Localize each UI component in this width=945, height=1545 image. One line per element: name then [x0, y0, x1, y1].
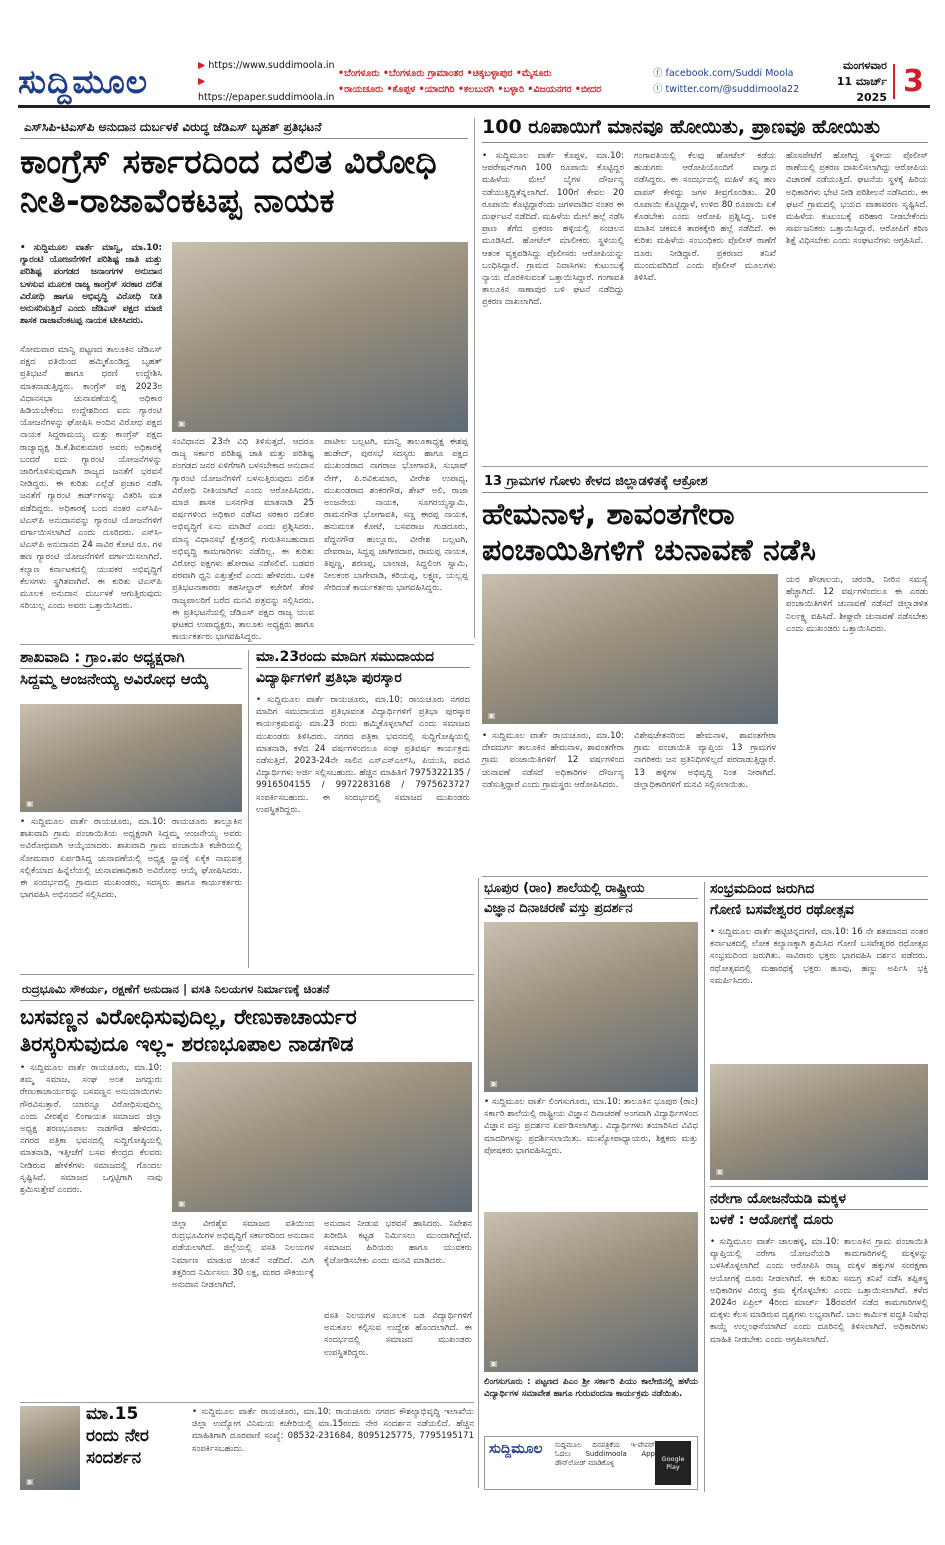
story-headline-line-2: ತಿರಸ್ಕರಿಸುವುದೂ ಇಲ್ಲ- ಶರಣಭೂಪಾಲ ನಾಡಗೌಡ	[20, 1032, 354, 1057]
story-panchayat-election	[482, 472, 928, 872]
story-100-rupees	[482, 118, 928, 463]
issue-day: ಮಂಗಳವಾರ	[842, 58, 887, 72]
column-divider	[248, 650, 249, 968]
section-divider	[482, 466, 928, 467]
photo-placeholder-icon: ▣	[716, 1167, 724, 1176]
story-body: • ಸುದ್ದಿಮೂಲ ವಾರ್ತೆ ಜಾಲಹಳ್ಳಿ, ಮಾ.10: ತಾಲೂಕಿನ ಗ್ರಾಮ ಪಂಚಾಯಿತಿ ವ್ಯಾಪ್ತಿಯಲ್ಲಿ ನರೇಗಾ ಯೋಜನೆಯಡಿ ಕಾಮಗಾರಿಗಳಲ್ಲಿ ಮಕ್ಕಳನ್ನು ಬಳಸಿಕೊಳ್ಳಲಾಗಿದೆ ಎಂದು ಆರೋಪಿಸಿ ರಾಜ್ಯ ಮಕ್ಕಳ ಹಕ್ಕುಗಳ ಸಂರಕ್ಷಣಾ ಆಯೋಗಕ್ಕೆ ದೂರು ನೀಡಲಾಗಿದೆ. ಈ ಕುರಿತು ಸಮಗ್ರ ತನಿಖೆ ನಡೆಸಿ ತಪ್ಪಿತಸ್ಥ ಅಧಿಕಾರಿಗಳ ವಿರುದ್ಧ ಕ್ರಮ ಕೈಗೊಳ್ಳಬೇಕು ಎಂದು ಒತ್ತಾಯಿಸಲಾಗಿದೆ. ಕಳೆದ 2024ರ ಏಪ್ರಿಲ್ 4ರಿಂದ ಮಾರ್ಚ್ 18ರವರೆಗೆ ನಡೆದ ಕಾಮಗಾರಿಗಳಲ್ಲಿ ಮಕ್ಕಳು ಕೆಲಸ ಮಾಡಿರುವ ದೃಶ್ಯಗಳು ಲಭ್ಯವಾಗಿವೆ. ಬಾಲ ಕಾರ್ಮಿಕ ಪದ್ಧತಿ ನಿಷೇಧ ಕಾಯ್ದೆ ಉಲ್ಲಂಘನೆಯಾಗಿದೆ ಎಂದು ದೂರಿನಲ್ಲಿ ತಿಳಿಸಲಾಗಿದೆ. ಅಧಿಕಾರಿಗಳು ಮಾಹಿತಿ ನೀಡಬೇಕು ಎಂದು ಆಗ್ರಹಿಸಲಾಗಿದೆ.	[710, 1237, 928, 1345]
story-body: • ಸುದ್ದಿಮೂಲ ವಾರ್ತೆ ರಾಯಚೂರು, ಮಾ.10: ರಾಯಚೂರು ನಗರದ ಮಾದಿಗ ಸಮುದಾಯದ ಪ್ರತಿಭಾವಂತ ವಿದ್ಯಾರ್ಥಿಗಳಿಗೆ ಪ್ರತಿಭಾ ಪುರಸ್ಕಾರ ಕಾರ್ಯಕ್ರಮವನ್ನು ಮಾ.23 ರಂದು ಹಮ್ಮಿಕೊಳ್ಳಲಾಗಿದೆ ಎಂದು ಸಮಾಜದ ಮುಖಂಡರು ತಿಳಿಸಿದರು. ನಗರದ ಪತ್ರಿಕಾ ಭವನದಲ್ಲಿ ಸುದ್ದಿಗೋಷ್ಠಿಯಲ್ಲಿ ಮಾತನಾಡಿ, ಕಳೆದ 24 ವರ್ಷಗಳಿಂದಲೂ ಸಂಘ ಪ್ರತಿವರ್ಷ ಕಾರ್ಯಕ್ರಮ ನಡೆಸುತ್ತಿದೆ. 2023-24ನೇ ಸಾಲಿನ ಎಸ್‌ಎಸ್‌ಎಲ್‌ಸಿ, ಪಿಯುಸಿ, ಪದವಿ ವಿದ್ಯಾರ್ಥಿಗಳು ಅರ್ಜಿ ಸಲ್ಲಿಸಬಹುದು. ಹೆಚ್ಚಿನ ಮಾಹಿತಿಗೆ 7975322135 / 9916504155 / 9972283168 / 7975623727 ಸಂಪರ್ಕಿಸಬಹುದು. ಈ ಸಂದರ್ಭದಲ್ಲಿ ಸಮಾಜದ ಮುಖಂಡರು ಉಪಸ್ಥಿತರಿದ್ದರು.	[256, 695, 470, 815]
press-meet-photo	[172, 1062, 472, 1212]
story-headline-line-1: ಭೂಪುರ (ರಾಂ) ಶಾಲೆಯಲ್ಲಿ ರಾಷ್ಟ್ರೀಯ	[484, 882, 698, 899]
column-divider	[704, 882, 705, 1492]
issue-date-text: 11 ಮಾರ್ಚ್ 2025	[836, 74, 887, 104]
story-kicker: ಎಸ್‌ಸಿಪಿ-ಟಿಎಸ್‌ಪಿ ಅನುದಾನ ದುರ್ಬಳಕೆ ವಿರುದ್ಧ ಜೆಡಿಎಸ್ ಬೃಹತ್ ಪ್ರತಿಭಟನೆ	[20, 118, 468, 139]
story-rathotsava	[710, 882, 928, 1182]
website-link[interactable]: https://www.suddimoola.in	[208, 59, 335, 71]
story-body: • ಸುದ್ದಿಮೂಲ ವಾರ್ತೆ ರಾಯಚೂರು, ಮಾ.10: ರಾಯಚೂರು ನಗರದ ಕೌಶಲ್ಯಾಭಿವೃದ್ಧಿ ಇಲಾಖೆಯ ಜಿಲ್ಲಾ ಉದ್ಯೋಗ ವಿನಿಮಯ ಕಚೇರಿಯಲ್ಲಿ ಮಾ.15ರಂದು ನೇರ ಸಂದರ್ಶನ ನಡೆಯಲಿದೆ. ಹೆಚ್ಚಿನ ಮಾಹಿತಿಗಾಗಿ ದೂರವಾಣಿ ಸಂಖ್ಯೆ: 08532-231684, 8095125775, 7795195171 ಸಂಪರ್ಕಿಸಬಹುದು.	[192, 1407, 474, 1454]
story-column-2: ಗಂಗಾವತಿಯಲ್ಲಿ ಕೆಲವು ಹೋಟೆಲ್ ಕಡೆಯ ಹುಡುಗರು ಆರೋಪಿಯೊಂದಿಗೆ ವಾಗ್ವಾದ ನಡೆಸಿದ್ದರು. ಈ ಸಂದರ್ಭದಲ್ಲಿ ಮಹಿಳೆ ತನ್ನ ಹಣ ವಾಪಸ್ ಕೇಳಿದ್ದು ಜಗಳ ತೀವ್ರಗೊಂಡಿತು. 20 ರೂಪಾಯಿ ಕೊಟ್ಟಿದ್ದಾಳೆ, ಉಳಿದ 80 ರೂಪಾಯಿ ಏಕೆ ಕೊಡಬೇಕು ಎಂದು ಆರೋಪಿ ಪ್ರಶ್ನಿಸಿದ್ದ. ಬಳಿಕ ಮಾತಿನ ಚಕಮಕಿ ತಾರಕಕ್ಕೇರಿ ಹಲ್ಲೆ ನಡೆದಿದೆ. ಈ ಕುರಿತು ಮಹಿಳೆಯ ಸಂಬಂಧಿಕರು ಪೊಲೀಸ್ ಠಾಣೆಗೆ ದೂರು ನೀಡಿದ್ದಾರೆ. ಪ್ರಕರಣದ ತನಿಖೆ ಮುಂದುವರಿದಿದೆ ಎಂದು ಪೊಲೀಸ್ ಮೂಲಗಳು ತಿಳಿಸಿವೆ.	[634, 151, 776, 284]
twitter-link[interactable]: twitter.com/@suddimoola22	[665, 83, 800, 95]
facebook-icon: ⓕ	[653, 67, 663, 79]
story-body: • ಸುದ್ದಿಮೂಲ ವಾರ್ತೆ ರಾಯಚೂರು, ಮಾ.10: ರಾಯಚೂರು ತಾಲ್ಲೂಕಿನ ಶಾಖವಾದಿ ಗ್ರಾಮ ಪಂಚಾಯಿತಿಯ ಅಧ್ಯಕ್ಷರಾಗಿ ಸಿದ್ದಮ್ಮ ಆಂಜನೇಯ್ಯ ಅವರು ಅವಿರೋಧವಾಗಿ ಆಯ್ಕೆಯಾದರು. ಶಾಖವಾದಿ ಗ್ರಾಮ ಪಂಚಾಯಿತಿ ಕಚೇರಿಯಲ್ಲಿ ಸೋಮವಾರ ಏರ್ಪಡಿಸಿದ್ದ ಚುನಾವಣೆಯಲ್ಲಿ ಅಧ್ಯಕ್ಷ ಸ್ಥಾನಕ್ಕೆ ಏಕೈಕ ನಾಮಪತ್ರ ಸಲ್ಲಿಕೆಯಾದ ಹಿನ್ನೆಲೆಯಲ್ಲಿ ಚುನಾವಣಾಧಿಕಾರಿ ಅವಿರೋಧ ಆಯ್ಕೆ ಘೋಷಿಸಿದರು. ಈ ಸಂದರ್ಭದಲ್ಲಿ ಗ್ರಾಮದ ಮುಖಂಡರು, ಸದಸ್ಯರು ಹಾಗೂ ಕಾರ್ಯಕರ್ತರು ಭಾಗವಹಿಸಿ ಅಭಿನಂದನೆ ಸಲ್ಲಿಸಿದರು.	[20, 817, 242, 901]
story-headline-line-3: ಸಂದರ್ಶನ	[86, 1447, 142, 1468]
globe-icon: ▶	[198, 75, 206, 87]
social-links	[653, 66, 803, 98]
president-photo	[20, 704, 242, 812]
photo-placeholder-icon: ▣	[26, 799, 34, 808]
story-headline-line-1: ನರೇಗಾ ಯೋಜನೆಯಡಿ ಮಕ್ಕಳ	[710, 1192, 928, 1210]
facebook-link[interactable]: facebook.com/Suddi Moola	[665, 67, 794, 79]
section-divider	[710, 1186, 928, 1187]
app-advertisement[interactable]	[484, 1436, 698, 1490]
story-headline-line-1: ಮಾ.15	[86, 1404, 139, 1424]
chariot-festival-photo	[710, 1064, 928, 1180]
story-headline-line-2: ಬಳಕೆ : ಆಯೋಗಕ್ಕೆ ದೂರು	[710, 1211, 834, 1228]
cities-line-2: •ರಾಯಚೂರು •ಕೊಪ್ಪಳ •ಯಾದಗಿರಿ •ಕಲಬುರಗಿ •ಬಳ್ಳಾರಿ •ವಿಜಯನಗರ •ಬೀದರ	[338, 83, 602, 95]
photo-placeholder-icon: ▣	[178, 419, 186, 428]
science-exhibition-photo	[484, 922, 698, 1092]
ad-text: ಸುದ್ದಿಮೂಲ ದಿನಪತ್ರಿಕೆಯ ಇ-ಪೇಪರ್ ಓದಲು Suddimoola App ಡೌನ್‌ಲೋಡ್ ಮಾಡಿಕೊಳ್ಳಿ	[555, 1441, 655, 1467]
story-headline-line-1: ಬಸವಣ್ಣನ ವಿರೋಧಿಸುವುದಿಲ್ಲ, ರೇಣುಕಾಚಾರ್ಯರ	[20, 1005, 357, 1029]
google-play-badge[interactable]: Google Play	[655, 1441, 691, 1485]
photo-placeholder-icon: ▣	[26, 1477, 34, 1486]
photo-placeholder-icon: ▣	[178, 1199, 186, 1208]
alumni-meet-photo	[484, 1212, 698, 1372]
section-divider	[482, 876, 928, 877]
photo-caption: ಲಿಂಗಸುಗೂರು : ಪಟ್ಟಣದ ಪಿಎಂ ಶ್ರೀ ಸರ್ಕಾರಿ ಪಿಯು ಕಾಲೇಜಿನಲ್ಲಿ ಹಳೆಯ ವಿದ್ಯಾರ್ಥಿಗಳ ಸಮಾವೇಶ ಹಾಗೂ ಗುರುವಂದನಾ ಕಾರ್ಯಕ್ರಮ ನಡೆಯಿತು.	[484, 1377, 698, 1400]
story-column-1: • ಸುದ್ದಿಮೂಲ ವಾರ್ತೆ ಕೊಪ್ಪಳ, ಮಾ.10: ಆಪರೇಷನ್‌ಗಾಗಿ 100 ರೂಪಾಯಿ ಕೊಟ್ಟಿದ್ದರ ಮಹಿಳೆಯ ಮೇಲೆ ಬೈಗಳ ದೌರ್ಜನ್ಯ ನಡೆಯುತ್ತಿದ್ದಿತೆನ್ನಲಾಗಿದೆ. 100ಗೆ ಕೇವಲ 20 ರೂಪಾಯಿ ಕೊಟ್ಟಿದ್ದಾರೆಂದು ಜಗಳವಾಡಿದ ನಂತರ ಈ ದುರ್ಘಟನೆ ನಡೆದಿದೆ. ಮಹಿಳೆಯ ಮೇಲೆ ಹಲ್ಲೆ ನಡೆಸಿ ಪ್ರಾಣ ತೆಗೆದ ಪ್ರಕರಣ ಹಳ್ಳಿಯಲ್ಲಿ ಸಂಚಲನ ಮೂಡಿಸಿದೆ. ಹೋಟೆಲ್ ಮಾಲೀಕರು ಸ್ಥಳಿಯಲ್ಲಿ ಆತಂಕ ವ್ಯಕ್ತಪಡಿಸಿದ್ದು ಪೊಲೀಸರು ಆರೋಪಿಯನ್ನು ಬಂಧಿಸಿದ್ದಾರೆ. ಗ್ರಾಮದ ನಿವಾಸಿಗಳು ಕುಟುಂಬಕ್ಕೆ ನ್ಯಾಯ ದೊರಕಿಸುವಂತೆ ಒತ್ತಾಯಿಸಿದ್ದಾರೆ. ಗಂಗಾವತಿ ತಾಲೂಕಿನ ಸಾಣಾಪುರ ಬಳಿ ಘಟನೆ ನಡೆದಿದ್ದು ಪ್ರಕರಣ ದಾಖಲಾಗಿದೆ.	[482, 151, 624, 308]
story-narega-children	[710, 1192, 928, 1492]
story-column-3: ಯರ ಶೌಚಾಲಯ, ಚರಂಡಿ, ನೀರಿನ ಸಮಸ್ಯೆ ಹೆಚ್ಚಾಗಿದೆ. 12 ವರ್ಷಗಳಿಂದಲೂ ಈ ಎರಡು ಪಂಚಾಯಿತಿಗಳಿಗೆ ಚುನಾವಣೆ ನಡೆಸದೆ ಜಿಲ್ಲಾಡಳಿತ ನಿರ್ಲಕ್ಷ್ಯ ವಹಿಸಿದೆ. ಶೀಘ್ರವೇ ಚುನಾವಣೆ ನಡೆಸಬೇಕು ಎಂದು ಮುಖಂಡರು ಒತ್ತಾಯಿಸಿದರು.	[786, 575, 928, 634]
protest-photo	[172, 242, 468, 432]
story-headline-line-1: ಸಂಭ್ರಮದಿಂದ ಜರುಗಿದ	[710, 882, 928, 900]
story-column-1: ಸೋಮವಾರ ಮಾನ್ವಿ ಪಟ್ಟಣದ ತಾಲೂಕಿನ ಜೆಡಿಎಸ್ ಪಕ್ಷದ ವತಿಯಿಂದ ಹಮ್ಮಿಕೊಂಡಿದ್ದ ಬೃಹತ್ ಪ್ರತಿಭಟನೆ ಹಾಗೂ ಧರಣಿ ಉದ್ದೇಶಿಸಿ ಮಾತನಾಡುತ್ತಿದ್ದರು. ಕಾಂಗ್ರೆಸ್ ಪಕ್ಷ 2023ರ ವಿಧಾನಸಭಾ ಚುನಾವಣೆಯಲ್ಲಿ ಅಧಿಕಾರ ಹಿಡಿಯಬೇಕೆಂಬ ಉದ್ದೇಶದಿಂದ ಐದು ಗ್ಯಾರಂಟಿ ಯೋಜನೆಗಳನ್ನು ಘೋಷಿಸಿ ಅಂದಿನ ವಿರೋಧ ಪಕ್ಷದ ನಾಯಕ ಸಿದ್ದರಾಮಯ್ಯ ಮತ್ತು ಕಾಂಗ್ರೆಸ್ ಪಕ್ಷದ ರಾಜ್ಯಾಧ್ಯಕ್ಷ ಡಿ.ಕೆ.ಶಿವಕುಮಾರ ಅವರು ಅಧಿಕಾರಕ್ಕೆ ಬಂದರೆ ಐದು ಗ್ಯಾರಂಟಿ ಯೋಜನೆಗಳನ್ನು ಜಾರಿಗೊಳಿಸುವುದಾಗಿ ರಾಜ್ಯದ ಜನತೆಗೆ ಭರವಸೆ ನೀಡಿದ್ದರು. ಈ ಕುರಿತು ಎಲ್ಲೆಡೆ ಪ್ರಚಾರ ನಡೆಸಿ ಜನತೆಗೆ ಗ್ಯಾರಂಟಿ ಕಾರ್ಡ್‌ಗಳನ್ನು ವಿತರಿಸಿ ಮತ ಪಡೆದಿದ್ದರು. ಅಧಿಕಾರಕ್ಕೆ ಬಂದ ನಂತರ ಎಸ್‌ಸಿಪಿ-ಟಿಎಸ್‌ಪಿ ಅನುದಾನವನ್ನು ಗ್ಯಾರಂಟಿ ಯೋಜನೆಗಳಿಗೆ ವರ್ಗಾಯಿಸಲಾಗಿದೆ ಎಂದು ದೂರಿದರು. ಎಸ್‌ಸಿ-ಟಿಎಸ್‌ಪಿ ಅನುದಾನದ 24 ಸಾವಿರ ಕೋಟಿ ರೂ. ಗಳ ಹಣ ಗ್ಯಾರಂಟಿ ಯೋಜನೆಗಳಿಗೆ ವರ್ಗಾಯಿಸಲಾಗಿದೆ. ಕಲ್ಯಾಣ ಕರ್ನಾಟಕದಲ್ಲಿ ಯುವಕರ ಅಭಿವೃದ್ಧಿಗೆ ಕೆಲಸಗಳು ಸ್ಥಗಿತವಾಗಿವೆ. ಈ ಕುರಿತು ಟಿಎಸ್‌ಪಿ ಮೂಲಕ ಅನುದಾನ ದುರ್ಬಳಕೆ ಆಗುತ್ತಿರುವುದು ಸರಿಯಲ್ಲ ಎಂದು ಅವರು ಒತ್ತಾಯಿಸಿದರು.	[20, 345, 162, 612]
story-direct-interview	[20, 1406, 474, 1492]
issue-date	[803, 58, 893, 106]
newspaper-logo: ಸುದ್ದಿಮೂಲ	[18, 61, 149, 101]
story-headline-line-2: ವಿದ್ಯಾರ್ಥಿಗಳಿಗೆ ಪ್ರತಿಭಾ ಪುರಸ್ಕಾರ	[256, 669, 402, 686]
story-column-4: ವಸತಿ ನಿಲಯಗಳ ಮೂಲಕ ಬಡ ವಿದ್ಯಾರ್ಥಿಗಳಿಗೆ ಅನುಕೂಲ ಕಲ್ಪಿಸುವ ಉದ್ದೇಶ ಹೊಂದಲಾಗಿದೆ. ಈ ಸಂದರ್ಭದಲ್ಲಿ ಸಮಾಜದ ಮುಖಂಡರು ಉಪಸ್ಥಿತರಿದ್ದರು.	[324, 1311, 472, 1358]
section-divider	[20, 1402, 474, 1403]
story-headline-line-2: ಸಿದ್ದಮ್ಮ ಆಂಜನೇಯ್ಯ ಅವಿರೋಧ ಆಯ್ಕೆ	[20, 669, 209, 688]
edition-cities	[338, 66, 653, 98]
story-column-2: ವಿಶೇಷಚೇತನರಿಂದ ಹೇಮನಾಳ, ಶಾವಂತಗೇರಾ ಗ್ರಾಮ ಪಂಚಾಯಿತಿ ವ್ಯಾಪ್ತಿಯ 13 ಗ್ರಾಮಗಳ ನಾಗರಿಕರು ಜನ ಪ್ರತಿನಿಧಿಗಳಿಲ್ಲದೆ ಪರದಾಡುತ್ತಿದ್ದಾರೆ. 13 ಹಳ್ಳಿಗಳ ಅಭಿವೃದ್ಧಿ ನಿಂತ ನೀರಾಗಿದೆ. ಜಿಲ್ಲಾಧಿಕಾರಿಗಳಿಗೆ ಮನವಿ ಸಲ್ಲಿಸಲಾಯಿತು.	[634, 731, 776, 790]
interview-notice-thumbnail	[20, 1406, 80, 1490]
story-headline-line-2: ಪಂಚಾಯಿತಿಗಳಿಗೆ ಚುನಾವಣೆ ನಡೆಸಿ	[482, 532, 816, 568]
story-column-2: ಸಂವಿಧಾನದ 23ನೇ ವಿಧಿ ತಿಳಿಸುತ್ತದೆ. ಆದರೂ ರಾಜ್ಯ ಸರ್ಕಾರ ಪರಿಶಿಷ್ಟ ಜಾತಿ ಮತ್ತು ಪರಿಶಿಷ್ಟ ಪಂಗಡದ ಜನರ ಏಳಿಗೆಗಾಗಿ ಬಳಸಬೇಕಾದ ಅನುದಾನ ಗ್ಯಾರಂಟಿ ಯೋಜನೆಗಳಿಗೆ ಬಳಸುತ್ತಿರುವುದು ದಲಿತ ವಿರೋಧಿ ನೀತಿಯಾಗಿದೆ ಎಂದು ಆರೋಪಿಸಿದರು. ಮಾಜಿ ಶಾಸಕ ಬಸನಗೌಡ ಮಾತನಾಡಿ 25 ವರ್ಷಗಳಿಂದ ಅಧಿಕಾರ ನಡೆಸಿದ ಸರಕಾರ ದಲಿತರ ಅಭಿವೃದ್ಧಿಗೆ ಏನು ಮಾಡಿದೆ ಎಂದು ಪ್ರಶ್ನಿಸಿದರು. ಮಾನ್ಯ ವಿಧಾನಸಭೆ ಕ್ಷೇತ್ರದಲ್ಲಿ ಗುರುತಿಸಬಹುದಾದ ಅಭಿವೃದ್ಧಿ ಕಾಮಗಾರಿಗಳು ನಡೆದಿಲ್ಲ. ಈ ಕುರಿತು ವಿರೋಧ ಪಕ್ಷಗಳು ಹೋರಾಟ ನಡೆಸಲಿವೆ. ಬಡವರ ಪರವಾಗಿ ಧ್ವನಿ ಎತ್ತುತ್ತೇವೆ ಎಂದು ಹೇಳಿದರು. ಬಳಿಕ ಪ್ರತಿಭಟನಾಕಾರರು ತಹಸೀಲ್ದಾರ್ ಕಚೇರಿಗೆ ತೆರಳಿ ರಾಜ್ಯಪಾಲರಿಗೆ ಬರೆದ ಮನವಿ ಪತ್ರವನ್ನು ಸಲ್ಲಿಸಿದರು. ಈ ಪ್ರತಿಭಟನೆಯಲ್ಲಿ ಜೆಡಿಎಸ್ ಪಕ್ಷದ ರಾಜ್ಯ ಯುವ ಘಟಕದ ಉಪಾಧ್ಯಕ್ಷರು, ತಾಲೂಕು ಅಧ್ಯಕ್ಷರು ಹಾಗೂ ಕಾರ್ಯಕರ್ತರು ಭಾಗವಹಿಸಿದ್ದರು.	[172, 437, 314, 643]
section-divider	[20, 644, 474, 645]
story-pratibha-puraskara	[256, 650, 470, 968]
story-body: • ಸುದ್ದಿಮೂಲ ವಾರ್ತೆ ಲಿಂಗಸುಗೂರು, ಮಾ.10: ತಾಲೂಕಿನ ಭೂಪುರ (ರಾಂ) ಸರ್ಕಾರಿ ಶಾಲೆಯಲ್ಲಿ ರಾಷ್ಟ್ರೀಯ ವಿಜ್ಞಾನ ದಿನಾಚರಣೆ ಅಂಗವಾಗಿ ವಿದ್ಯಾರ್ಥಿಗಳಿಂದ ವಿಜ್ಞಾನ ವಸ್ತು ಪ್ರದರ್ಶನ ಏರ್ಪಡಿಸಲಾಗಿತ್ತು. ವಿದ್ಯಾರ್ಥಿಗಳು ತಯಾರಿಸಿದ ವಿವಿಧ ಮಾದರಿಗಳನ್ನು ಪ್ರದರ್ಶಿಸಲಾಯಿತು. ಮುಖ್ಯೋಪಾಧ್ಯಾಯರು, ಶಿಕ್ಷಕರು ಮತ್ತು ಪೋಷಕರು ಭಾಗವಹಿಸಿದ್ದರು.	[484, 1097, 698, 1156]
story-headline-line-1: ಮಾ.23ರಂದು ಮಾದಿಗ ಸಮುದಾಯದ	[256, 650, 470, 668]
story-body: • ಸುದ್ದಿಮೂಲ ವಾರ್ತೆ ಹಟ್ಟಿಚಿನ್ನದಗಣಿ, ಮಾ.10: 16 ನೇ ಶತಮಾನದ ನಂತರ ಕರ್ನಾಟಕದಲ್ಲಿ ಲೋಕ ಕಲ್ಯಾಣಕ್ಕಾಗಿ ಶ್ರಮಿಸಿದ ಗೋಣಿ ಬಸವೇಶ್ವರರ ರಥೋತ್ಸವ ಸಂಭ್ರಮದಿಂದ ಜರುಗಿತು. ಸಾವಿರಾರು ಭಕ್ತರು ಭಾಗವಹಿಸಿ ದರ್ಶನ ಪಡೆದರು. ರಥೋತ್ಸವದಲ್ಲಿ ಮಹಾರಥಕ್ಕೆ ಭಕ್ತರು ಹೂವು, ಹಣ್ಣು ಅರ್ಪಿಸಿ ಭಕ್ತಿ ಸಮರ್ಪಿಸಿದರು.	[710, 927, 928, 986]
story-science-day	[484, 882, 698, 1432]
photo-placeholder-icon: ▣	[490, 1359, 498, 1368]
story-kicker: 13 ಗ್ರಾಮಗಳ ಗೋಳು ಕೇಳದ ಜಿಲ್ಲಾಡಳಿತಕ್ಕೆ ಆಕ್ರೋಶ	[482, 472, 928, 493]
cities-line-1: •ಬೆಂಗಳೂರು •ಬೆಂಗಳೂರು ಗ್ರಾಮಾಂತರ •ಚಿಕ್ಕಬಳ್ಳಾಪುರ •ಮೈಸೂರು	[338, 67, 552, 79]
story-column-3: ಅನುದಾನ ನೀಡುವ ಭರವಸೆ ಹಾಸಿದರು. ನಿವೇಶನ ಖರೀದಿಸಿ ಕಟ್ಟಡ ನಿರ್ಮಿಸಲು ಮುಂದಾಗಿದ್ದೇವೆ. ಸಮಾಜದ ಹಿರಿಯರು ಹಾಗೂ ಯುವಕರು ಕೈಜೋಡಿಸಬೇಕು ಎಂದು ಮನವಿ ಮಾಡಿದರು.	[324, 1219, 472, 1266]
story-headline	[86, 1406, 186, 1468]
story-shakhavadi-president	[20, 650, 242, 968]
villagers-photo	[482, 574, 778, 724]
column-divider	[474, 118, 475, 638]
page-number: 3	[893, 64, 924, 99]
story-lead: • ಸುದ್ದಿಮೂಲ ವಾರ್ತೆ ಮಾನ್ವಿ, ಮಾ.10: ಗ್ಯಾರಂಟಿ ಯೋಜನೆಗಳಿಗೆ ಪರಿಶಿಷ್ಟ ಜಾತಿ ಮತ್ತು ಪರಿಶಿಷ್ಟ ಪಂಗಡದ ಜನಾಂಗಗಳ ಅನುದಾನ ಬಳಸುವ ಮೂಲಕ ರಾಜ್ಯ ಕಾಂಗ್ರೆಸ್ ಸರಕಾರ ದಲಿತ ವಿರೋಧಿ ಹಾಗೂ ಅಭಿವೃದ್ಧಿ ವಿರೋಧಿ ನೀತಿ ಅನುಸರಿಸುತ್ತಿದೆ ಎಂದು ಜೆಡಿಎಸ್ ಪಕ್ಷದ ಮಾಜಿ ಶಾಸಕ ರಾಜಾವೆಂಕಟಪ್ಪ ನಾಯಕ ಟೀಕಿಸಿದರು.	[20, 243, 162, 327]
story-headline-line-1: ಶಾಖವಾದಿ : ಗ್ರಾಂ.ಪಂ ಅಧ್ಯಕ್ಷರಾಗಿ	[20, 650, 242, 669]
masthead	[18, 58, 930, 108]
story-column-1: • ಸುದ್ದಿಮೂಲ ವಾರ್ತೆ ರಾಯಚೂರು, ಮಾ.10: ದೇವದುರ್ಗ ತಾಲೂಕಿನ ಹೇಮನಾಳ, ಶಾವಂತಗೇರಾ ಗ್ರಾಮ ಪಂಚಾಯಿತಿಗಳಿಗೆ 12 ವರ್ಷಗಳಿಂದ ಚುನಾವಣೆ ನಡೆಸದೆ ಅಧಿಕಾರಿಗಳ ದೌರ್ಜನ್ಯ ನಡೆಸುತ್ತಿದ್ದಾರೆ ಎಂದು ಗ್ರಾಮಸ್ಥರು ಆರೋಪಿಸಿದರು.	[482, 731, 624, 790]
story-column-1: • ಸುದ್ದಿಮೂಲ ವಾರ್ತೆ ರಾಯಚೂರು, ಮಾ.10: ತಮ್ಮ ಸಮಾಜ, ಸಂಘ ಅಂತ ಜಗದ್ಗುರು ರೇಣುಕಾಚಾರ್ಯರನ್ನು ಬಸವಣ್ಣನ ಅನುಯಾಯಿಗಳು ಗೌರವಿಸುತ್ತಾರೆ. ಯಾರನ್ನೂ ವಿರೋಧಿಸುವುದಿಲ್ಲ ಎಂದು ವೀರಶೈವ ಲಿಂಗಾಯತ ಸಮಾಜದ ಜಿಲ್ಲಾ ಅಧ್ಯಕ್ಷ ಶರಣಭೂಪಾಲ ನಾಡಗೌಡ ಹೇಳಿದರು. ನಗರದ ಪತ್ರಿಕಾ ಭವನದಲ್ಲಿ ಸುದ್ದಿಗೋಷ್ಠಿಯಲ್ಲಿ ಮಾತನಾಡಿ, ಇತ್ತೀಚೆಗೆ ಬಸವ ಕೇಂದ್ರದ ಕೆಲವರು ನೀಡಿರುವ ಹೇಳಿಕೆಗಳು ಸಮಾಜದಲ್ಲಿ ಗೊಂದಲ ಸೃಷ್ಟಿಸಿವೆ. ಸಮಾಜದ ಒಗ್ಗಟ್ಟಿಗಾಗಿ ನಾವು ಶ್ರಮಿಸುತ್ತೇವೆ ಎಂದರು.	[20, 1063, 162, 1196]
story-column-3: ಪಾಟೀಲ ಬಲ್ಲಟಗಿ, ಮಾನ್ವಿ ತಾಲೂಕಾಧ್ಯಕ್ಷ ಈಶಪ್ಪ ಹುಡೇದ್, ಪುರಸಭೆ ಸದಸ್ಯರು ಹಾಗೂ ಪಕ್ಷದ ಮುಖಂಡರಾದ ನಾಗರಾಜ ಭೋಗಾವತಿ, ಸುಭಾಷ್ ನೇಗ್, ಪಿ.ರವಿಕುಮಾರ, ವೀರೇಶ ಉಪಾಧ್ಯ, ಮುಖಂಡರಾದ ಶಂಕರಗೌಡ, ಶೇಖ್ ಅಲಿ, ರಾಜಾ ಅಂಜನೇಯ ನಾಯಕ, ಸೂಗರಯ್ಯಸ್ವಾಮಿ, ರಾಮನಗೌಡ ಭೋಗಾವತಿ, ಸಣ್ಣ ಈರಪ್ಪ ನಾಯಕ, ಹನುಮಂತ ಕೋಟೆ, ಬಸವರಾಜ ಗುಡದೂರು, ಪೆದ್ದನಗೌಡ ಹುಲ್ಲೂರು, ವೀರೇಶ ಬಲ್ಲಟಗಿ, ದೇವರಾಜ, ಸಿದ್ದಪ್ಪ ಜಾಗೀರದಾರ, ರಾಮಪ್ಪ ನಾಯಕ, ತಿಪ್ಪಣ್ಣ, ಶರಣಪ್ಪ, ಬಾಲಾಜಿ, ಸಿದ್ದಲಿಂಗ ಸ್ವಾಮಿ, ನೀಲಕಂಠ ಬಾಗೇವಾಡಿ, ಕರಿಯಪ್ಪ, ಲಕ್ಷ್ಮಣ, ಯಲ್ಲಪ್ಪ ಸೇರಿದಂತೆ ಕಾರ್ಯಕರ್ತರು ಭಾಗವಹಿಸಿದ್ದರು.	[324, 437, 468, 594]
epaper-link[interactable]: https://epaper.suddimoola.in	[198, 91, 335, 103]
section-divider	[20, 974, 474, 975]
story-headline-line-1: ಕಾಂಗ್ರೆಸ್ ಸರ್ಕಾರದಿಂದ ದಲಿತ ವಿರೋಧಿ	[20, 142, 438, 181]
story-jds-protest	[20, 118, 468, 643]
photo-placeholder-icon: ▣	[490, 1079, 498, 1088]
story-headline-line-2: ರಂದು ನೇರ	[86, 1425, 149, 1446]
twitter-icon: ⓣ	[653, 83, 663, 95]
story-column-2: ಜಿಲ್ಲಾ ವೀರಶೈವ ಸಮಾಜದ ವತಿಯಿಂದ ರುದ್ರಭೂಮಿಗಳ ಅಭಿವೃದ್ಧಿಗೆ ಸರ್ಕಾರದಿಂದ ಅನುದಾನ ಪಡೆಯಲಾಗಿದೆ. ಜಿಲ್ಲೆಯಲ್ಲಿ ವಸತಿ ನಿಲಯಗಳ ನಿರ್ಮಾಣ ಮಾಡುವ ಚಿಂತನೆ ನಡೆದಿದೆ. ಮಿಗಿ ತತ್ತರಿಂದ ನಿರ್ಮಿಸಲು 30 ಲಕ್ಷ, ಮಠದ ಸೌಕರ್ಯಕ್ಕೆ ಅನುದಾನ ನೀಡಲಾಗಿದೆ.	[172, 1219, 314, 1291]
photo-placeholder-icon: ▣	[488, 711, 496, 720]
story-headline-line-2: ಗೋಣಿ ಬಸವೇಶ್ವರರ ರಥೋತ್ಸವ	[710, 901, 854, 918]
story-headline-line-2: ವಿಜ್ಞಾನ ದಿನಾಚರಣೆ ವಸ್ತು ಪ್ರದರ್ಶನ	[484, 900, 633, 916]
column-divider	[478, 878, 479, 1488]
story-basavanna-renukacharya	[20, 980, 474, 1398]
story-headline-line-1: ಹೇಮನಾಳ, ಶಾವಂತಗೇರಾ	[482, 497, 735, 532]
globe-icon: ▶	[198, 59, 206, 71]
story-column-3: ಹೊಸಪೇಟೆಗೆ ಹೋಗಿದ್ದ ಸ್ಥಳೀಯ ಪೊಲೀಸ್ ಠಾಣೆಯಲ್ಲಿ ಪ್ರಕರಣ ದಾಖಲಿಸಲಾಗಿದ್ದು ಆರೋಪಿಯ ವಿಚಾರಣೆ ನಡೆಯುತ್ತಿದೆ. ಘಟನೆಯ ಸ್ಥಳಕ್ಕೆ ಹಿರಿಯ ಅಧಿಕಾರಿಗಳು ಭೇಟಿ ನೀಡಿ ಪರಿಶೀಲನೆ ನಡೆಸಿದರು. ಈ ಘಟನೆ ಗ್ರಾಮದಲ್ಲಿ ಭಯದ ವಾತಾವರಣ ಸೃಷ್ಟಿಸಿದೆ. ಮಹಿಳೆಯ ಕುಟುಂಬಕ್ಕೆ ಪರಿಹಾರ ನೀಡಬೇಕೆಂದು ಸಾರ್ವಜನಿಕರು ಒತ್ತಾಯಿಸಿದ್ದಾರೆ. ಆರೋಪಿಗೆ ಕಠಿಣ ಶಿಕ್ಷೆ ವಿಧಿಸಬೇಕು ಎಂದು ಸಂಘಟನೆಗಳು ಆಗ್ರಹಿಸಿವೆ.	[786, 151, 928, 247]
story-kicker: ರುದ್ರಭೂಮಿ ಸೌಕರ್ಯ, ರಕ್ಷಣೆಗೆ ಅನುದಾನ | ವಸತಿ ನಿಲಯಗಳ ನಿರ್ಮಾಣಕ್ಕೆ ಚಿಂತನೆ	[20, 980, 474, 1001]
story-headline: 100 ರೂಪಾಯಿಗೆ ಮಾನವೂ ಹೋಯಿತು, ಪ್ರಾಣವೂ ಹೋಯಿತು	[482, 118, 928, 143]
website-links	[198, 58, 338, 106]
story-headline-line-2: ನೀತಿ-ರಾಜಾವೆಂಕಟಪ್ಪ ನಾಯಕ	[20, 180, 335, 220]
ad-logo: ಸುದ್ದಿಮೂಲ	[489, 1441, 543, 1457]
